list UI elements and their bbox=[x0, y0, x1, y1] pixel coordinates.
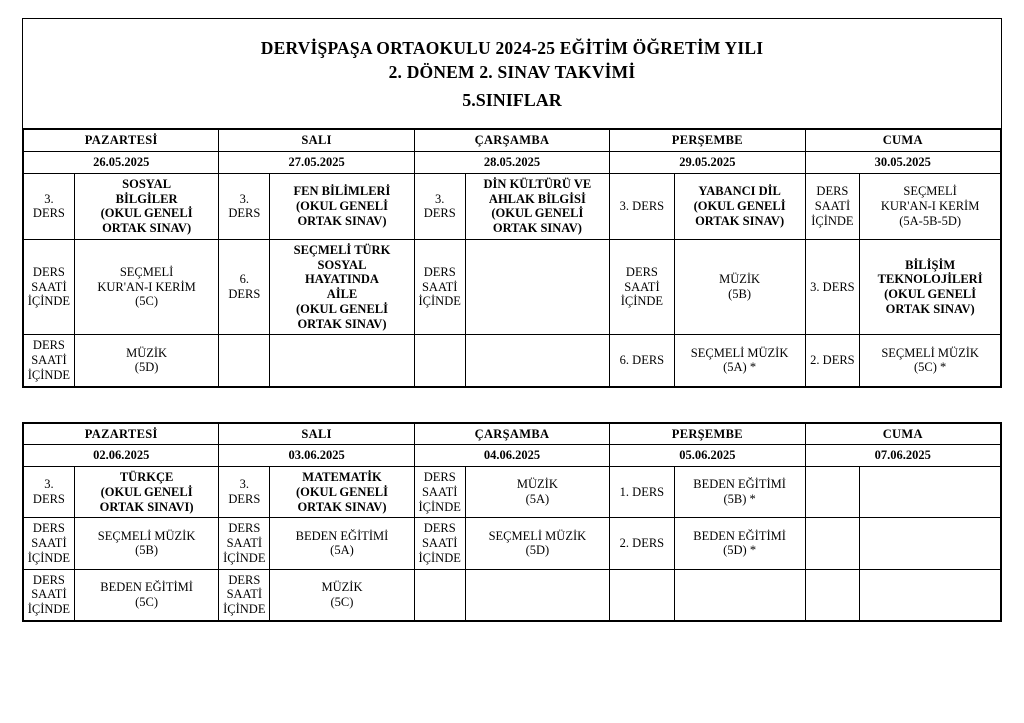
exam-cell bbox=[465, 239, 610, 335]
exam-cell: MÜZİK (5D) bbox=[74, 335, 219, 386]
exam-cell: SEÇMELİ TÜRK SOSYAL HAYATINDA AİLE (OKUL GENELİ ORTAK SINAV) bbox=[270, 239, 415, 335]
exam-cell: SEÇMELİ MÜZİK (5D) bbox=[465, 518, 610, 569]
lesson-slot-cell: DERS SAATİ İÇİNDE bbox=[24, 569, 75, 620]
exam-cell: MÜZİK (5C) bbox=[270, 569, 415, 620]
exam-cell: DİN KÜLTÜRÜ VE AHLAK BİLGİSİ (OKUL GENELİ ORTAK SINAV) bbox=[465, 173, 610, 239]
lesson-slot-cell: DERS SAATİ İÇİNDE bbox=[414, 467, 465, 518]
title-line-1: DERVİŞPAŞA ORTAOKULU 2024-25 EĞİTİM ÖĞRETİM YILI bbox=[260, 38, 764, 58]
schedule-table-june bbox=[23, 423, 1001, 621]
exam-cell: BEDEN EĞİTİMİ (5C) bbox=[74, 569, 219, 620]
exam-cell: SEÇMELİ MÜZİK (5C) * bbox=[860, 335, 1001, 386]
day-header-cell: CUMA bbox=[805, 423, 1000, 445]
exam-cell bbox=[270, 335, 415, 386]
lesson-slot-cell: 3. DERS bbox=[805, 239, 860, 335]
day-header-cell: SALI bbox=[219, 130, 414, 152]
exam-cell: TÜRKÇE (OKUL GENELİ ORTAK SINAVI) bbox=[74, 467, 219, 518]
lesson-slot-cell: 6. DERS bbox=[219, 239, 270, 335]
lesson-slot-cell bbox=[219, 335, 270, 386]
exam-cell: SOSYAL BİLGİLER (OKUL GENELİ ORTAK SINAV) bbox=[74, 173, 219, 239]
lesson-slot-cell bbox=[414, 569, 465, 620]
exam-cell bbox=[674, 569, 805, 620]
lesson-slot-cell: DERS SAATİ İÇİNDE bbox=[414, 518, 465, 569]
exam-cell: BİLİŞİM TEKNOLOJİLERİ (OKUL GENELİ ORTAK SINAV) bbox=[860, 239, 1001, 335]
schedule-row bbox=[24, 239, 1001, 335]
day-header-row bbox=[24, 130, 1001, 152]
day-header-cell: ÇARŞAMBA bbox=[414, 130, 609, 152]
day-header-cell: PAZARTESİ bbox=[24, 130, 219, 152]
date-cell: 27.05.2025 bbox=[219, 152, 414, 174]
exam-cell: SEÇMELİ KUR'AN-I KERİM (5C) bbox=[74, 239, 219, 335]
day-header-cell: PERŞEMBE bbox=[610, 423, 805, 445]
exam-schedule-block-2 bbox=[22, 422, 1002, 622]
lesson-slot-cell: DERS SAATİ İÇİNDE bbox=[219, 518, 270, 569]
lesson-slot-cell: DERS SAATİ İÇİNDE bbox=[805, 173, 860, 239]
date-cell: 03.06.2025 bbox=[219, 445, 414, 467]
exam-cell: BEDEN EĞİTİMİ (5B) * bbox=[674, 467, 805, 518]
lesson-slot-cell bbox=[805, 467, 860, 518]
table-gap bbox=[22, 388, 1002, 422]
day-header-cell: PAZARTESİ bbox=[24, 423, 219, 445]
lesson-slot-cell bbox=[805, 569, 860, 620]
exam-cell bbox=[860, 467, 1001, 518]
exam-cell: FEN BİLİMLERİ (OKUL GENELİ ORTAK SINAV) bbox=[270, 173, 415, 239]
exam-cell bbox=[465, 569, 610, 620]
lesson-slot-cell: DERS SAATİ İÇİNDE bbox=[610, 239, 674, 335]
exam-cell: MATEMATİK (OKUL GENELİ ORTAK SINAV) bbox=[270, 467, 415, 518]
schedule-row bbox=[24, 173, 1001, 239]
exam-cell: MÜZİK (5B) bbox=[674, 239, 805, 335]
date-cell: 29.05.2025 bbox=[610, 152, 805, 174]
date-row bbox=[24, 445, 1001, 467]
schedule-row bbox=[24, 569, 1001, 620]
lesson-slot-cell bbox=[610, 569, 674, 620]
day-header-row bbox=[24, 423, 1001, 445]
lesson-slot-cell: DERS SAATİ İÇİNDE bbox=[219, 569, 270, 620]
exam-cell bbox=[465, 335, 610, 386]
date-cell: 07.06.2025 bbox=[805, 445, 1000, 467]
exam-cell: SEÇMELİ MÜZİK (5B) bbox=[74, 518, 219, 569]
date-cell: 05.06.2025 bbox=[610, 445, 805, 467]
lesson-slot-cell: 3. DERS bbox=[610, 173, 674, 239]
exam-cell: SEÇMELİ KUR'AN-I KERİM (5A-5B-5D) bbox=[860, 173, 1001, 239]
date-cell: 04.06.2025 bbox=[414, 445, 609, 467]
day-header-cell: ÇARŞAMBA bbox=[414, 423, 609, 445]
schedule-row bbox=[24, 467, 1001, 518]
lesson-slot-cell: DERS SAATİ İÇİNDE bbox=[24, 239, 75, 335]
date-cell: 28.05.2025 bbox=[414, 152, 609, 174]
day-header-cell: SALI bbox=[219, 423, 414, 445]
exam-cell bbox=[860, 569, 1001, 620]
date-cell: 02.06.2025 bbox=[24, 445, 219, 467]
title-line-3: 5.SINIFLAR bbox=[462, 90, 562, 111]
date-cell: 30.05.2025 bbox=[805, 152, 1000, 174]
lesson-slot-cell: 3. DERS bbox=[24, 173, 75, 239]
lesson-slot-cell: 2. DERS bbox=[610, 518, 674, 569]
exam-schedule-block-1 bbox=[22, 18, 1002, 388]
lesson-slot-cell bbox=[414, 335, 465, 386]
schedule-table-may bbox=[23, 129, 1001, 386]
date-cell: 26.05.2025 bbox=[24, 152, 219, 174]
schedule-row bbox=[24, 335, 1001, 386]
date-row bbox=[24, 152, 1001, 174]
exam-cell bbox=[860, 518, 1001, 569]
exam-cell: BEDEN EĞİTİMİ (5A) bbox=[270, 518, 415, 569]
exam-cell: SEÇMELİ MÜZİK (5A) * bbox=[674, 335, 805, 386]
exam-cell: MÜZİK (5A) bbox=[465, 467, 610, 518]
lesson-slot-cell bbox=[805, 518, 860, 569]
title-line-2: 2. DÖNEM 2. SINAV TAKVİMİ bbox=[388, 61, 636, 82]
lesson-slot-cell: 3. DERS bbox=[219, 467, 270, 518]
lesson-slot-cell: 2. DERS bbox=[805, 335, 860, 386]
lesson-slot-cell: 3. DERS bbox=[219, 173, 270, 239]
lesson-slot-cell: 3. DERS bbox=[414, 173, 465, 239]
exam-cell: YABANCI DİL (OKUL GENELİ ORTAK SINAV) bbox=[674, 173, 805, 239]
day-header-cell: CUMA bbox=[805, 130, 1000, 152]
lesson-slot-cell: 3. DERS bbox=[24, 467, 75, 518]
lesson-slot-cell: 6. DERS bbox=[610, 335, 674, 386]
schedule-row bbox=[24, 518, 1001, 569]
day-header-cell: PERŞEMBE bbox=[610, 130, 805, 152]
lesson-slot-cell: DERS SAATİ İÇİNDE bbox=[414, 239, 465, 335]
lesson-slot-cell: 1. DERS bbox=[610, 467, 674, 518]
lesson-slot-cell: DERS SAATİ İÇİNDE bbox=[24, 518, 75, 569]
exam-cell: BEDEN EĞİTİMİ (5D) * bbox=[674, 518, 805, 569]
lesson-slot-cell: DERS SAATİ İÇİNDE bbox=[24, 335, 75, 386]
title-block bbox=[23, 19, 1001, 129]
